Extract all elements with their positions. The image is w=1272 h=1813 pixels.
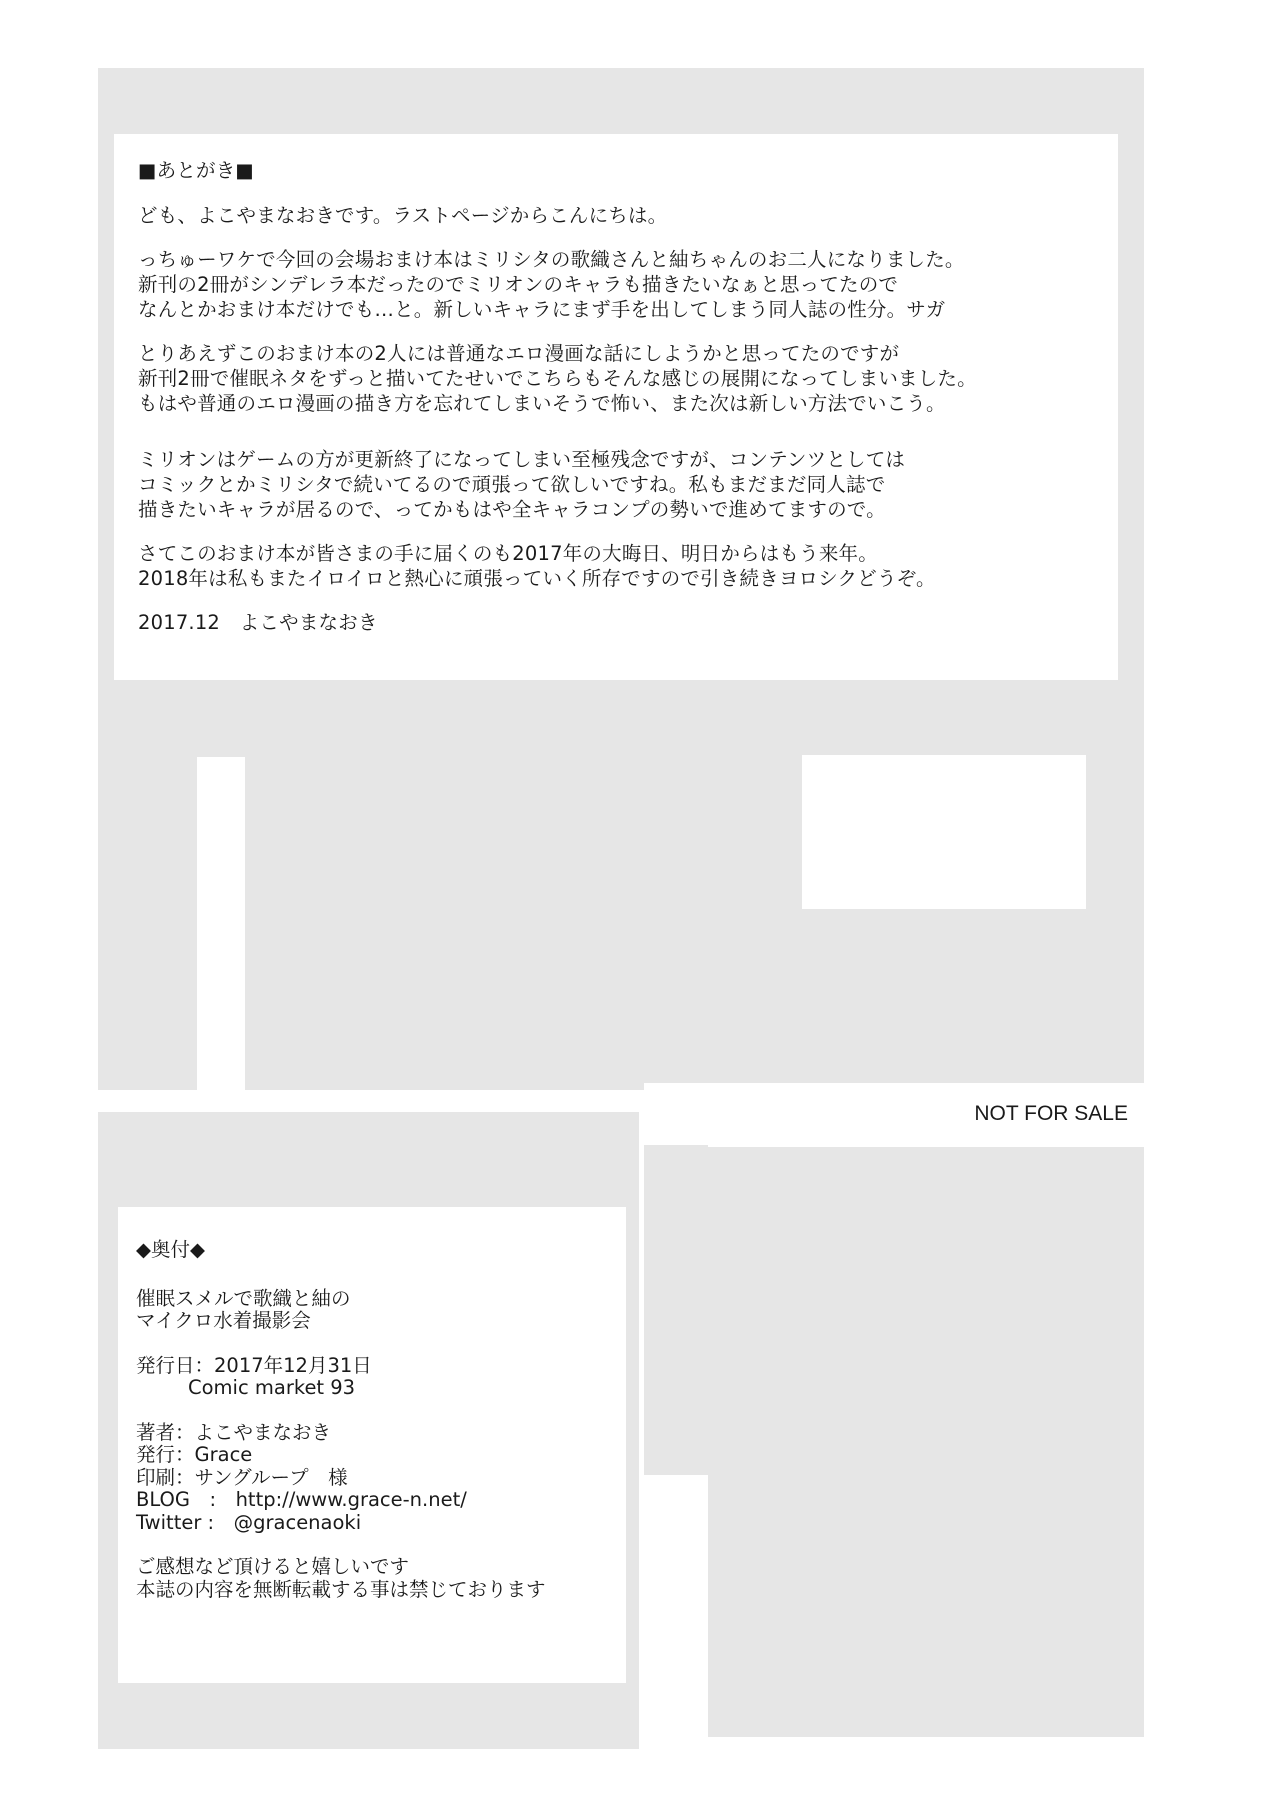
- colophon-heading: ◆奥付◆: [136, 1238, 205, 1261]
- book-title-line: 催眠スメルで歌織と紬の: [136, 1286, 351, 1310]
- afterword-paragraph: [138, 341, 1096, 416]
- text-line: もはや普通のエロ漫画の描き方を忘れてしまいそうで怖い、また次は新しい方法でいこう。: [138, 392, 946, 415]
- note-line: ご感想など頂けると嬉しいです: [136, 1555, 410, 1578]
- text-line: 描きたいキャラが居るので、ってかもはや全キャラコンプの勢いで進めてますので。: [138, 498, 886, 521]
- signature-line: 2017.12 よこやまなおき: [138, 611, 378, 634]
- text-line: さてこのおまけ本が皆さまの手に届くのも2017年の大晦日、明日からはもう来年。: [138, 542, 878, 565]
- panel-bottom-right: [708, 1147, 1144, 1737]
- gutter-divider: [98, 1090, 644, 1112]
- text-line: っちゅーワケで今回の会場おまけ本はミリシタの歌織さんと紬ちゃんのお二人になりました。: [138, 248, 965, 271]
- afterword-section: [114, 134, 1118, 680]
- afterword-paragraph: [138, 447, 1096, 522]
- note-line: 本誌の内容を無断転載する事は禁じております: [136, 1577, 546, 1601]
- white-block: [802, 755, 1086, 909]
- date-line: 発行日：2017年12月31日: [136, 1353, 372, 1377]
- afterword-heading: ■あとがき■: [138, 159, 255, 182]
- text-line: とりあえずこのおまけ本の2人には普通なエロ漫画な話にしようかと思ってたのですが: [138, 342, 900, 365]
- text-line: 新刊2冊で催眠ネタをずっと描いてたせいでこちらもそんな感じの展開になってしまいました。: [138, 367, 977, 390]
- blog-line: BLOG : http://www.grace-n.net/: [136, 1488, 467, 1511]
- book-title-line: マイクロ水着撮影会: [136, 1309, 311, 1332]
- colophon-notes: [136, 1556, 608, 1601]
- text-line: ミリオンはゲームの方が更新終了になってしまい至極残念ですが、コンテンツとしては: [138, 448, 906, 471]
- text-line: 新刊の2冊がシンデレラ本だったのでミリオンのキャラも描きたいなぁと思ってたので: [138, 273, 899, 296]
- text-line: コミックとかミリシタで続いてるので頑張って欲しいですね。私もまだまだ同人誌で: [138, 473, 886, 496]
- afterword-signature: [138, 610, 1096, 635]
- not-for-sale-label: [644, 1083, 1152, 1145]
- text-line: ども、よこやまなおきです。ラストページからこんにちは。: [138, 204, 668, 227]
- event-line: Comic market 93: [188, 1376, 356, 1399]
- twitter-line: Twitter : @gracenaoki: [136, 1510, 362, 1534]
- text-line: 2018年は私もまたイロイロと熱心に頑張っていく所存ですので引き続きヨロシクどうぞ。: [138, 567, 936, 590]
- author-line: 著者：よこやまなおき: [136, 1420, 332, 1444]
- white-strip: [197, 757, 245, 1092]
- not-for-sale-text: NOT FOR SALE: [974, 1102, 1128, 1125]
- printer-line: 印刷：サングループ 様: [136, 1465, 348, 1489]
- afterword-paragraph: [138, 541, 1096, 591]
- text-line: なんとかおまけ本だけでも…と。新しいキャラにまず手を出してしまう同人誌の性分。サガ: [138, 298, 946, 321]
- afterword-paragraph: [138, 247, 1096, 322]
- publisher-info: [136, 1422, 608, 1535]
- book-title: [136, 1288, 608, 1333]
- publisher-line: 発行：Grace: [136, 1443, 253, 1466]
- panel-gap-fill: [644, 1145, 708, 1475]
- publication-date: [136, 1355, 608, 1400]
- afterword-paragraph: [138, 203, 1096, 228]
- colophon-section: [118, 1207, 626, 1683]
